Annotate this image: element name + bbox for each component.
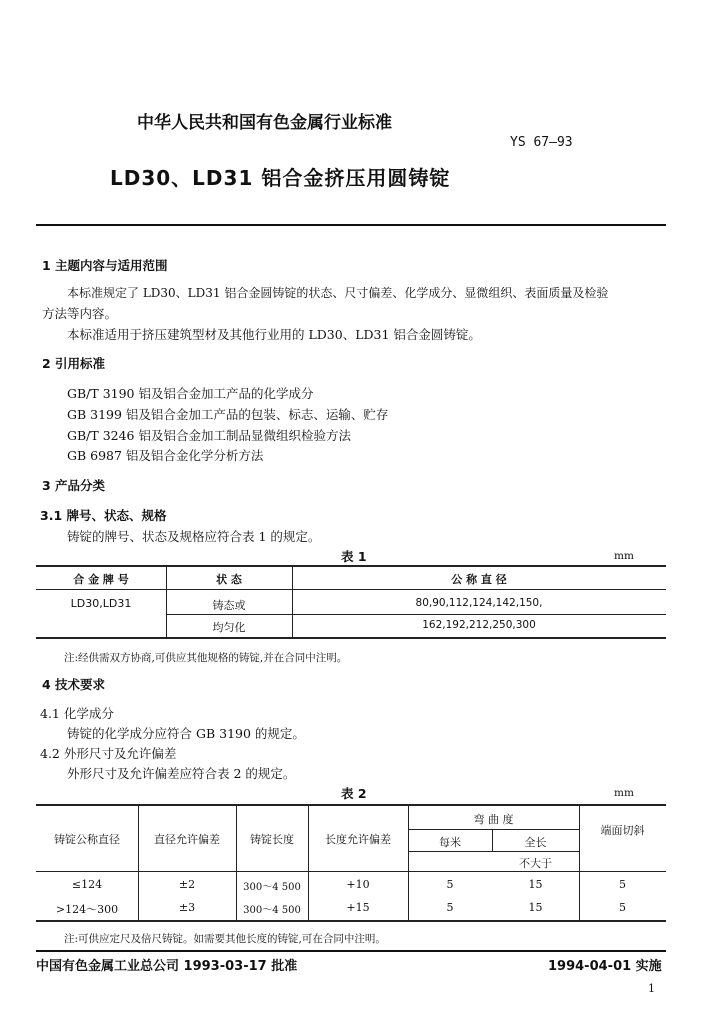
table-2-note: 注:可供应定尺及倍尺铸锭。如需要其他长度的铸锭,可在合同中注明。 [64,933,386,945]
reference-item: GB 3199 铝及铝合金加工产品的包装、标志、运输、贮存 [67,407,389,422]
table-1-diameter-value: 162,192,212,250,300 [422,619,536,631]
cell-full-length: 15 [528,901,543,914]
table-2-unit: mm [614,787,634,799]
table-1-state-value: 铸态或 [212,599,246,612]
reference-item: GB/T 3190 铝及铝合金加工产品的化学成分 [67,386,314,401]
section-4-heading: 4 技术要求 [42,677,106,692]
table-1-header-state: 状 态 [216,573,242,586]
table-2-header-not-more-than: 不大于 [519,857,552,870]
table-2-caption: 表 2 [341,786,367,801]
table-2-header-end-cut: 端面切斜 [600,824,645,837]
approval-line: 中国有色金属工业总公司 1993-03-17 批准 [36,959,298,974]
footer-rule [36,950,666,952]
section-4-1-text: 铸锭的化学成分应符合 GB 3190 的规定。 [67,726,305,741]
cell-full-length: 15 [528,878,543,891]
table-1-unit: mm [614,550,634,562]
org-title: 中华人民共和国有色金属行业标准 [137,113,392,133]
table-2-header-diameter: 铸锭公称直径 [54,833,120,846]
cell-diameter: ≤124 [71,878,103,891]
document-title: LD30、LD31 铝合金挤压用圆铸锭 [110,166,451,190]
section-4-1-heading: 4.1 化学成分 [40,706,114,721]
table-1-note: 注:经供需双方协商,可供应其他规格的铸锭,并在合同中注明。 [64,652,348,664]
cell-end-cut: 5 [619,878,626,891]
standard-code: YS 67—93 [510,135,573,150]
table-2-header-per-meter: 每米 [439,836,461,849]
table-2-header-diameter-tolerance: 直径允许偏差 [154,833,220,846]
table-1-caption: 表 1 [341,549,367,564]
section-1-para2: 本标准适用于挤压建筑型材及其他行业用的 LD30、LD31 铝合金圆铸锭。 [67,327,481,342]
cell-length: 300～4 500 [243,905,301,916]
table-2-header-full-length: 全长 [524,836,547,849]
table-1-diameter-value: 80,90,112,124,142,150, [415,597,543,609]
cell-length: 300～4 500 [243,882,301,893]
table-1-header-alloy: 合 金 牌 号 [73,573,129,586]
cell-per-meter: 5 [446,901,454,914]
section-3-1-text: 铸锭的牌号、状态及规格应符合表 1 的规定。 [67,529,321,544]
table-2-header-length: 铸锭长度 [250,833,294,846]
cell-diameter-tolerance: ±2 [178,878,196,891]
cell-end-cut: 5 [619,901,626,914]
header-rule [36,224,666,226]
table-1-header-diameter: 公 称 直 径 [451,573,507,586]
reference-item: GB 6987 铝及铝合金化学分析方法 [67,448,264,463]
section-4-2-heading: 4.2 外形尺寸及允许偏差 [40,746,177,761]
reference-item: GB/T 3246 铝及铝合金加工制品显微组织检验方法 [67,428,351,443]
cell-diameter-tolerance: ±3 [178,901,196,914]
section-1-para1-line1: 本标准规定了 LD30、LD31 铝合金圆铸锭的状态、尺寸偏差、化学成分、显微组织、表面质量及检验 [67,286,609,300]
section-3-heading: 3 产品分类 [42,478,106,493]
table-1-alloy-value: LD30,LD31 [70,597,132,610]
table-2-header-bend: 弯 曲 度 [473,813,514,826]
cell-length-tolerance: +15 [346,901,370,914]
cell-per-meter: 5 [446,878,454,891]
table-1-state-value: 均匀化 [212,621,246,634]
section-1-para1-line2: 方法等内容。 [42,306,118,321]
section-1-heading: 1 主题内容与适用范围 [42,258,168,273]
effective-date: 1994-04-01 实施 [548,959,662,974]
cell-diameter: >124～300 [55,903,119,916]
section-3-1-heading: 3.1 牌号、状态、规格 [40,508,167,523]
page-number: 1 [648,982,655,995]
section-4-2-text: 外形尺寸及允许偏差应符合表 2 的规定。 [67,766,296,781]
cell-length-tolerance: +10 [346,878,370,891]
section-2-heading: 2 引用标准 [42,356,106,371]
table-2-header-length-tolerance: 长度允许偏差 [325,833,391,846]
